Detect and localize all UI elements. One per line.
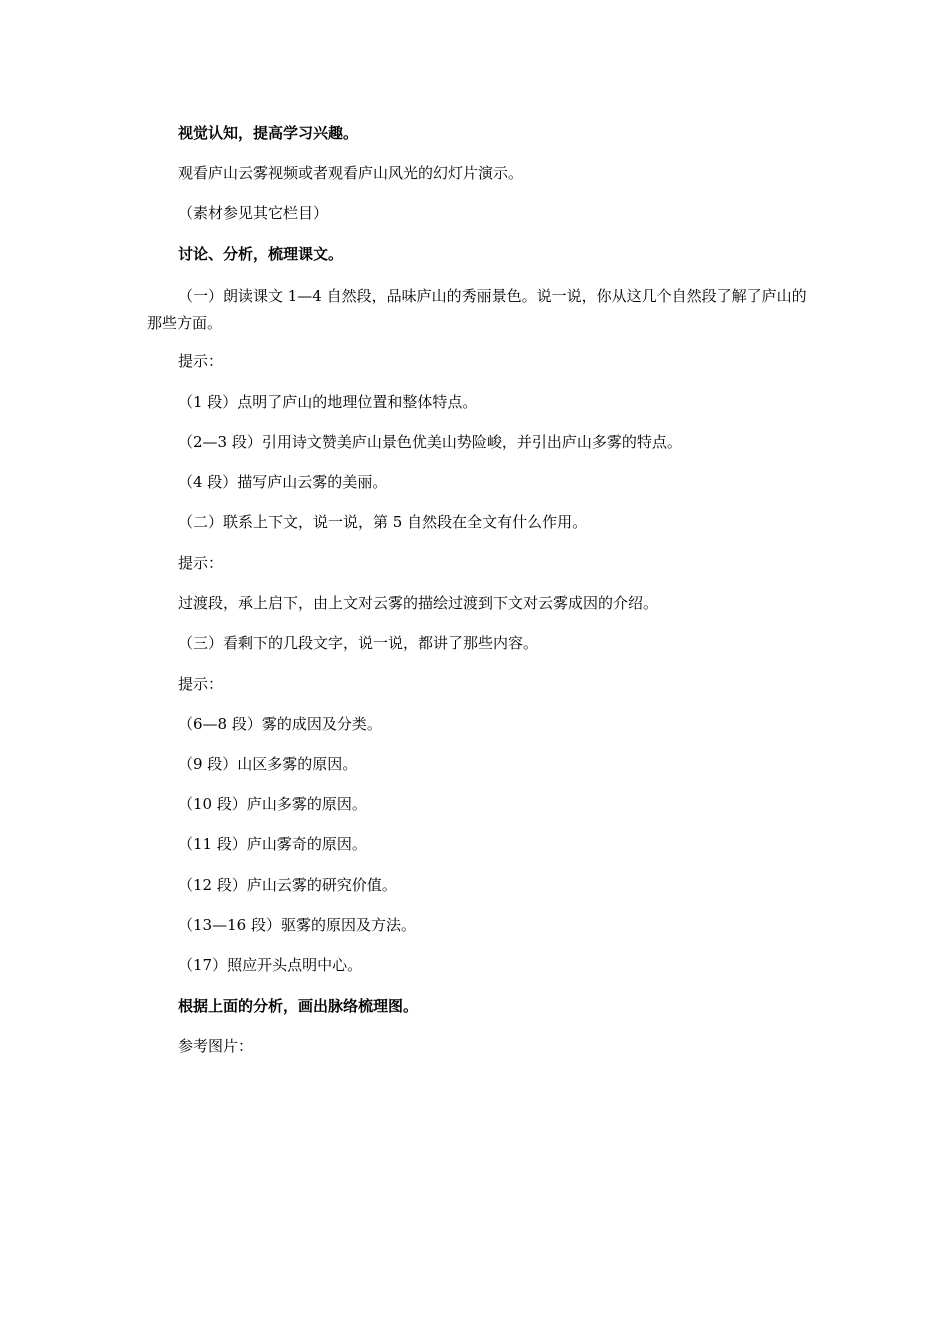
list-item: （2—3 段）引用诗文赞美庐山景色优美山势险峻，并引出庐山多雾的特点。 <box>178 433 682 451</box>
list-item: （9 段）山区多雾的原因。 <box>178 755 358 773</box>
list-item: （1 段）点明了庐山的地理位置和整体特点。 <box>178 393 478 411</box>
list-item: （12 段）庐山云雾的研究价值。 <box>178 876 397 894</box>
list-item: （6—8 段）雾的成因及分类。 <box>178 715 382 733</box>
hint-label: 提示： <box>178 352 224 370</box>
reference-image-label: 参考图片： <box>178 1037 254 1055</box>
section-heading-visual: 视觉认知，提高学习兴趣。 <box>178 124 359 142</box>
list-item: （10 段）庐山多雾的原因。 <box>178 795 367 813</box>
question-paragraph: （一）朗读课文 1—4 自然段，品味庐山的秀丽景色。说一说，你从这几个自然段了解了庐山的那些方面。 <box>147 287 807 332</box>
question-paragraph: （三）看剩下的几段文字，说一说，都讲了那些内容。 <box>178 634 539 652</box>
list-item: （4 段）描写庐山云雾的美丽。 <box>178 473 388 491</box>
list-item: （11 段）庐山雾奇的原因。 <box>178 835 367 853</box>
hint-label: 提示： <box>178 554 224 572</box>
list-item: （17）照应开头点明中心。 <box>178 956 363 974</box>
paragraph: 过渡段，承上启下，由上文对云雾的描绘过渡到下文对云雾成因的介绍。 <box>178 594 659 612</box>
hint-label: 提示： <box>178 675 224 693</box>
paragraph: （素材参见其它栏目） <box>178 204 329 222</box>
paragraph: 观看庐山云雾视频或者观看庐山风光的幻灯片演示。 <box>178 164 524 182</box>
section-heading-diagram: 根据上面的分析，画出脉络梳理图。 <box>178 997 419 1015</box>
question-paragraph: （二）联系上下文，说一说，第 5 自然段在全文有什么作用。 <box>178 513 588 531</box>
section-heading-discussion: 讨论、分析，梳理课文。 <box>178 245 344 263</box>
list-item: （13—16 段）驱雾的原因及方法。 <box>178 916 416 934</box>
